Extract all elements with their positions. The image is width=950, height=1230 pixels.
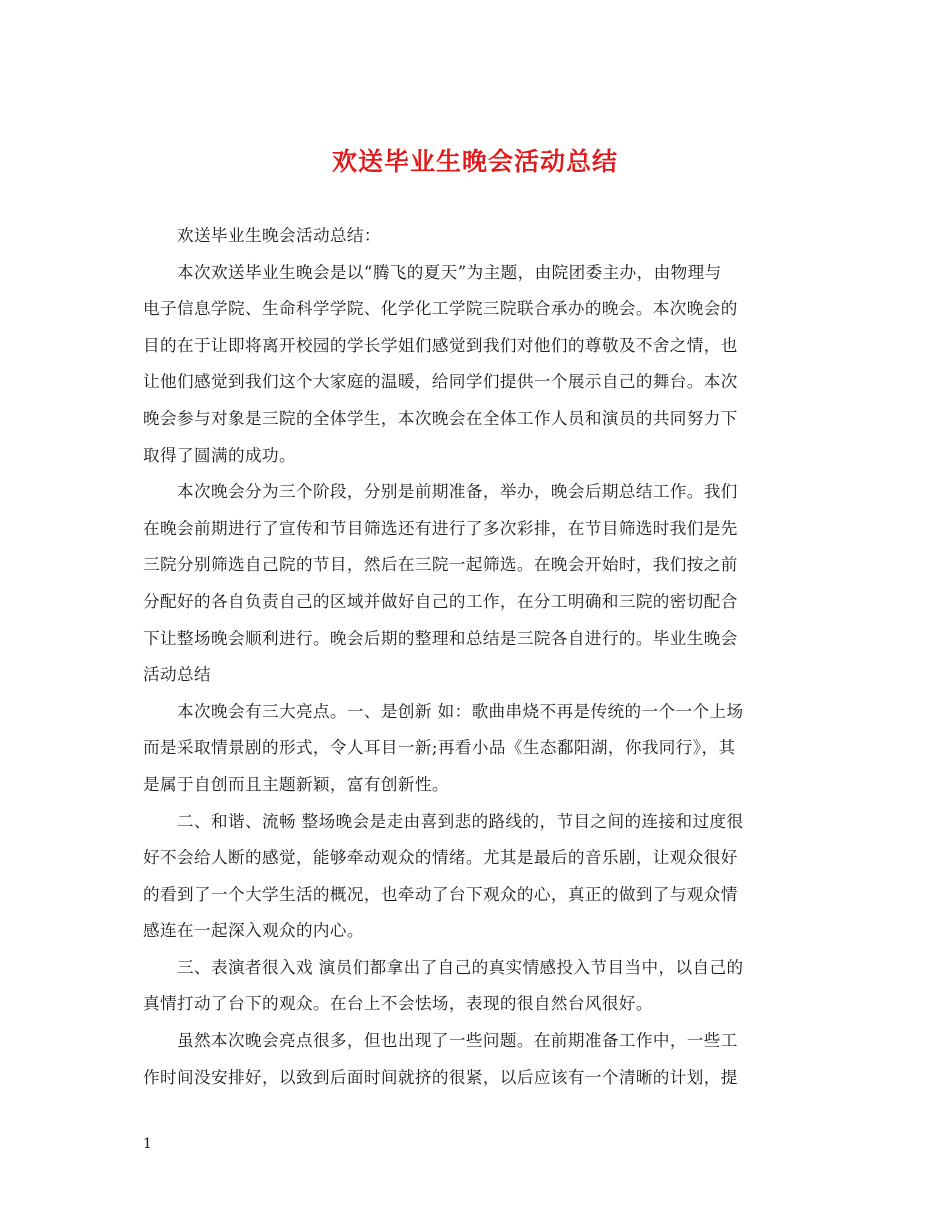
text-line: 下让整场晚会顺利进行。晚会后期的整理和总结是三院各自进行的。毕业生晚会 (143, 628, 738, 648)
text-line: 让他们感觉到我们这个大家庭的温暖，给同学们提供一个展示自己的舞台。本次 (143, 372, 738, 392)
text-line: 本次晚会有三大亮点。一、是创新 如：歌曲串烧不再是传统的一个一个上场 (177, 701, 744, 721)
text-line: 是属于自创而且主题新颖，富有创新性。 (143, 774, 449, 794)
text-line: 虽然本次晚会亮点很多，但也出现了一些问题。在前期准备工作中，一些工 (177, 1031, 738, 1051)
text-line: 感连在一起深入观众的内心。 (143, 921, 364, 941)
text-line: 活动总结 (143, 665, 211, 685)
text-line: 晚会参与对象是三院的全体学生，本次晚会在全体工作人员和演员的共同努力下 (143, 408, 738, 428)
text-line: 在晚会前期进行了宣传和节目筛选还有进行了多次彩排，在节目筛选时我们是先 (143, 518, 738, 538)
text-line: 三、表演者很入戏 演员们都拿出了自己的真实情感投入节目当中，以自己的 (177, 957, 744, 977)
document-title: 欢送毕业生晚会活动总结 (331, 147, 618, 176)
text-line: 取得了圆满的成功。 (143, 445, 296, 465)
text-line: 本次晚会分为三个阶段，分别是前期准备，举办，晚会后期总结工作。我们 (177, 482, 738, 502)
text-line: 三院分别筛选自己院的节目，然后在三院一起筛选。在晚会开始时，我们按之前 (143, 555, 738, 575)
text-line: 而是采取情景剧的形式，令人耳目一新;再看小品《生态鄱阳湖，你我同行》，其 (143, 738, 736, 758)
text-line: 的看到了一个大学生活的概况，也牵动了台下观众的心，真正的做到了与观众情 (143, 884, 738, 904)
text-line: 分配好的各自负责自己的区域并做好自己的工作，在分工明确和三院的密切配合 (143, 591, 738, 611)
text-line: 作时间没安排好，以致到后面时间就挤的很紧，以后应该有一个清晰的计划，提 (143, 1067, 738, 1087)
document-body (143, 218, 811, 1096)
text-line: 本次欢送毕业生晚会是以“腾飞的夏天”为主题，由院团委主办，由物理与 (177, 262, 722, 282)
text-line: 二、和谐、流畅 整场晚会是走由喜到悲的路线的，节目之间的连接和过度很 (177, 811, 744, 831)
text-line: 欢送毕业生晚会活动总结： (177, 226, 381, 245)
text-line: 好不会给人断的感觉，能够牵动观众的情绪。尤其是最后的音乐剧，让观众很好 (143, 848, 738, 868)
text-line: 目的在于让即将离开校园的学长学姐们感觉到我们对他们的尊敬及不舍之情，也 (143, 335, 738, 355)
page-number: 1 (143, 1136, 152, 1152)
text-line: 真情打动了台下的观众。在台上不会怯场，表现的很自然台风很好。 (143, 994, 653, 1014)
text-line: 电子信息学院、生命科学学院、化学化工学院三院联合承办的晚会。本次晚会的 (143, 299, 738, 319)
